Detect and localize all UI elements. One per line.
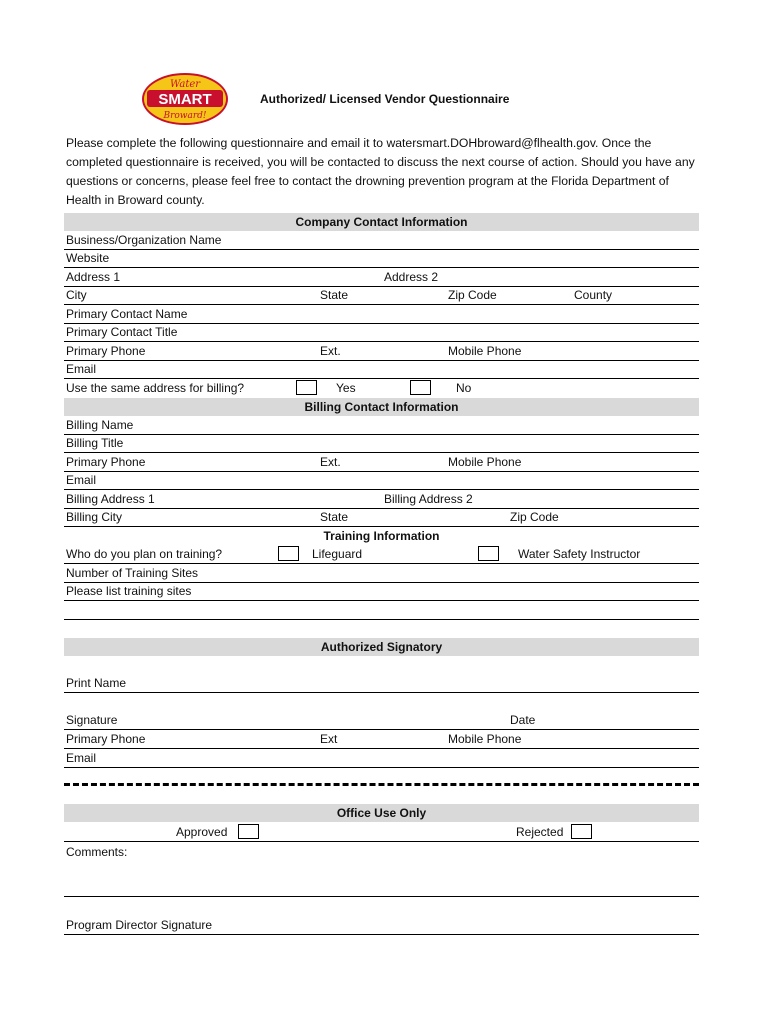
address1-label: Address 1: [66, 270, 121, 284]
website-label: Website: [66, 251, 110, 265]
logo-bottom-text: Broward!: [163, 111, 207, 121]
approved-checkbox[interactable]: [238, 824, 259, 839]
date-label: Date: [510, 713, 536, 727]
website-row[interactable]: [64, 249, 699, 268]
mobile-label: Mobile Phone: [448, 344, 522, 358]
signatory-phone-label: Primary Phone: [66, 732, 146, 746]
training-who-row: [64, 545, 699, 564]
email-row[interactable]: [64, 360, 699, 379]
lifeguard-label: Lifeguard: [312, 547, 363, 561]
watersmart-logo: [141, 72, 229, 126]
director-signature-row[interactable]: [64, 916, 699, 935]
business-name-row[interactable]: [64, 231, 699, 250]
billing-ext-label: Ext.: [320, 455, 341, 469]
city-label: City: [66, 288, 87, 302]
billing-phone-row[interactable]: [64, 453, 699, 472]
sites-count-row[interactable]: [64, 564, 699, 583]
comments-line[interactable]: [64, 896, 699, 897]
signature-label: Signature: [66, 713, 118, 727]
sites-list-label: Please list training sites: [66, 584, 192, 598]
billing-zip-label: Zip Code: [510, 510, 559, 524]
billing-name-label: Billing Name: [66, 418, 134, 432]
sites-list-row[interactable]: [64, 582, 699, 601]
billing-name-row[interactable]: [64, 416, 699, 435]
phone-label: Primary Phone: [66, 344, 146, 358]
billing-same-row: [64, 379, 699, 397]
signatory-email-label: Email: [66, 751, 97, 765]
logo-main-text: SMART: [158, 91, 212, 108]
rejected-checkbox[interactable]: [571, 824, 592, 839]
billing-title-label: Billing Title: [66, 436, 124, 450]
billing-email-label: Email: [66, 473, 97, 487]
print-name-line: [64, 692, 699, 693]
county-label: County: [574, 288, 613, 302]
billing-address1-label: Billing Address 1: [66, 492, 155, 506]
signatory-ext-label: Ext: [320, 732, 338, 746]
billing-section-header: Billing Contact Information: [64, 398, 699, 416]
no-label: No: [456, 381, 472, 395]
billing-email-row[interactable]: [64, 471, 699, 490]
office-section-header: Office Use Only: [64, 804, 699, 822]
phone-row[interactable]: [64, 342, 699, 361]
contact-name-label: Primary Contact Name: [66, 307, 188, 321]
approved-label: Approved: [176, 825, 228, 839]
page-title: Authorized/ Licensed Vendor Questionnaire: [260, 92, 510, 106]
ext-label: Ext.: [320, 344, 341, 358]
approval-row: [64, 823, 699, 842]
yes-label: Yes: [336, 381, 356, 395]
contact-name-row[interactable]: [64, 305, 699, 324]
wsi-label: Water Safety Instructor: [518, 547, 641, 561]
billing-mobile-label: Mobile Phone: [448, 455, 522, 469]
billing-city-row[interactable]: [64, 508, 699, 527]
wsi-checkbox[interactable]: [478, 546, 499, 561]
rejected-label: Rejected: [516, 825, 564, 839]
zip-label: Zip Code: [448, 288, 497, 302]
comments-label: Comments:: [66, 845, 128, 859]
director-signature-label: Program Director Signature: [66, 918, 213, 932]
billing-same-label: Use the same address for billing?: [66, 381, 245, 395]
state-label: State: [320, 288, 349, 302]
billing-title-row[interactable]: [64, 434, 699, 453]
signatory-email-row[interactable]: [64, 749, 699, 768]
contact-title-row[interactable]: [64, 323, 699, 342]
billing-city-label: Billing City: [66, 510, 123, 524]
signatory-mobile-label: Mobile Phone: [448, 732, 522, 746]
billing-phone-label: Primary Phone: [66, 455, 146, 469]
print-name-row[interactable]: [64, 674, 699, 693]
billing-same-no-checkbox[interactable]: [410, 380, 431, 395]
city-row[interactable]: [64, 286, 699, 305]
company-section-header: Company Contact Information: [64, 213, 699, 231]
email-label: Email: [66, 362, 97, 376]
sites-list-extra-line[interactable]: [64, 619, 699, 620]
training-who-label: Who do you plan on training?: [66, 547, 223, 561]
contact-title-label: Primary Contact Title: [66, 325, 178, 339]
billing-address2-label: Billing Address 2: [384, 492, 473, 506]
business-name-label: Business/Organization Name: [66, 233, 222, 247]
cut-line: [64, 783, 699, 786]
lifeguard-checkbox[interactable]: [278, 546, 299, 561]
address-row[interactable]: [64, 268, 699, 287]
signatory-phone-row[interactable]: [64, 730, 699, 749]
address2-label: Address 2: [384, 270, 439, 284]
print-name-label: Print Name: [66, 676, 127, 690]
logo-top-text: Water: [169, 79, 201, 90]
sites-count-label: Number of Training Sites: [66, 566, 199, 580]
billing-state-label: State: [320, 510, 349, 524]
signature-row[interactable]: [64, 711, 699, 730]
intro-paragraph: Please complete the following questionnaire and email it to watersmart.DOHbroward@flhealth.gov. Once the completed questionnaire is received, you will be contacted to discuss the next course of action. Should you have any questions or concerns, please feel free to contact the drowning prevention program at the Florida Department of Health in Broward county.: [66, 136, 695, 207]
signatory-section-header: Authorized Signatory: [64, 638, 699, 656]
training-section-header: Training Information: [323, 529, 440, 543]
billing-same-yes-checkbox[interactable]: [296, 380, 317, 395]
billing-address-row[interactable]: [64, 490, 699, 509]
